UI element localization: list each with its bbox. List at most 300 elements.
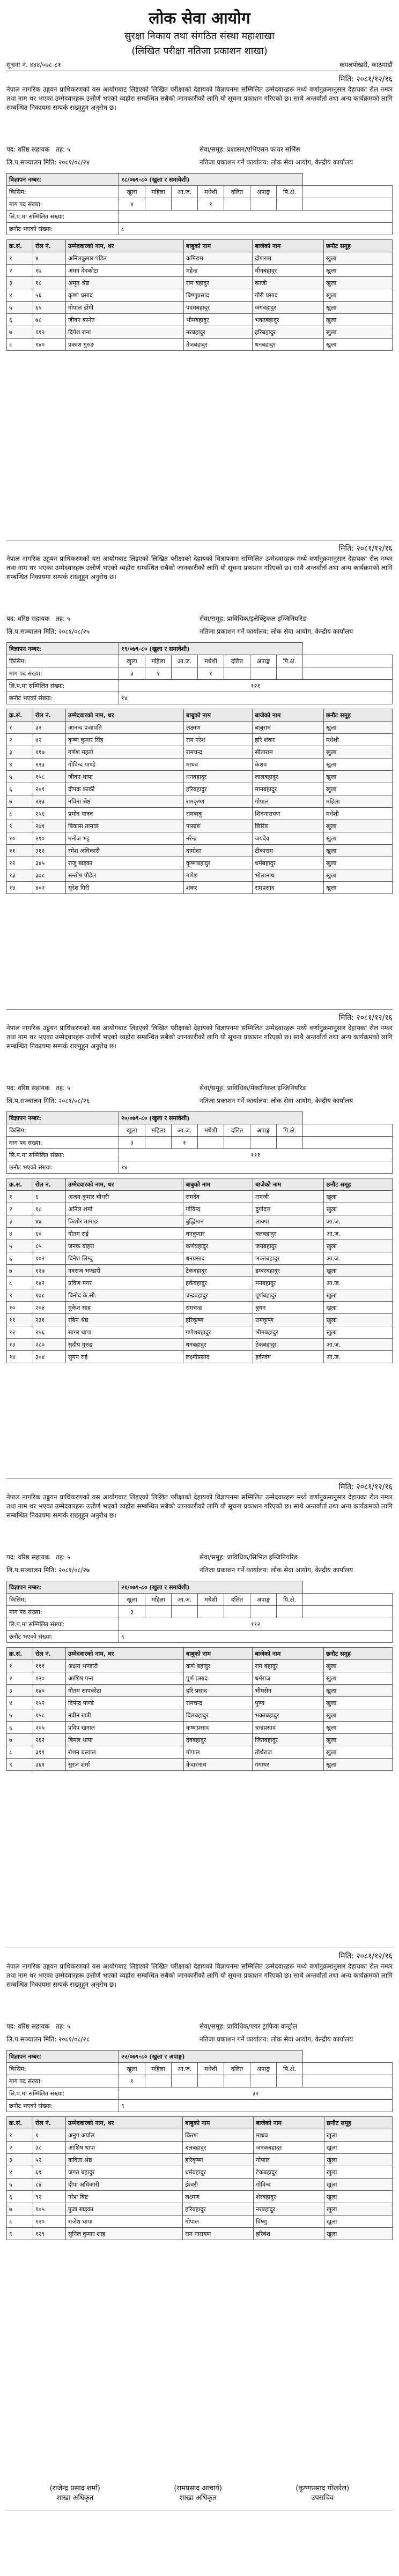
row-roll: २८० [33,1339,66,1351]
post-count-label: माग पद संख्या: [7,2075,119,2087]
row-name: राजु खड्का [66,857,184,869]
row-grandfather: धनबहादुर [253,339,324,351]
table-row [7,1685,393,1697]
row-father: हरि प्रसाद [183,1685,252,1697]
row-grandfather: जयबहादुर [253,1240,324,1252]
row-father: धनबहादुर [183,1339,253,1351]
col-grandfather: बाजेको नाम [253,240,324,252]
quota-column-header: पि.क्षे. [277,2063,303,2075]
row-name: जनक बोहरा [66,1240,183,1252]
row-father: बलबहादुर [183,2142,254,2154]
result-section [6,71,393,540]
table-row [7,1339,393,1351]
row-roll: ४०२ [33,882,66,894]
result-section [6,1948,393,2511]
row-sn: १४ [7,1351,33,1363]
selected-count-label: छनौट भएको संख्या: [7,1161,119,1174]
post-count-cell [277,1137,303,1149]
row-roll: १५२ [33,1697,66,1709]
passed-count [119,211,393,223]
row-grandfather: टेकबहादुर [254,2166,324,2179]
vacancy-number: २१/०७९-८० (खुला र समावेशी) [119,1581,303,1594]
row-roll: १४२ [33,1277,66,1289]
row-sn: ६ [7,1252,33,1265]
row-grandfather: तीर्थराज [253,1746,324,1759]
row-name: कविता श्रेष्ठ [66,2154,183,2166]
section-date: मिति: २०८१/१२/१६ [338,75,393,84]
table-row [7,326,393,339]
table-row [7,1697,393,1709]
post-count-cell: ३ [119,1606,145,1618]
post-count-cell [198,2075,224,2087]
row-name: अमन देवकोटा [66,265,184,277]
table-row [7,869,393,882]
table-row [7,277,393,289]
table-row [7,339,393,351]
row-sn: ९ [7,1289,33,1302]
row-sn: ८ [7,808,33,820]
row-roll: २५६ [33,808,66,820]
row-father: हरिकृष्ण [183,2154,254,2166]
post-count-cell: १ [145,667,172,680]
row-roll: १२० [33,1672,66,1685]
row-grandfather: जनकबहादुर [254,2142,324,2154]
results-header-row [7,709,393,722]
row-father: हर्कबहादुर [183,1277,253,1289]
row-father: धनप्रसाद [183,1252,253,1265]
signatory-name: (राजेन्द्र प्रसाद शर्मा) [49,2484,100,2492]
exam-info [6,1552,393,1578]
row-father: माधव [183,758,252,771]
row-group: मधेशी [324,734,393,746]
col-grandfather: बाजेको नाम [254,2117,324,2129]
col-roll: रोल नं. [33,2117,66,2129]
vacancy-number: २०/०७९-८० (खुला र समावेशी) [119,1112,303,1124]
row-sn: ६ [7,783,33,795]
row-group: खुला [324,252,393,265]
passed-count-label: लि.प.मा सम्मिलित संख्या: [7,211,119,223]
row-name: आशिष पन्त [66,1672,184,1685]
table-row [7,1759,393,1771]
row-roll: ३४५ [33,857,66,869]
row-grandfather: बुधन [253,1302,324,1314]
quota-column-header: खुला [119,186,145,198]
table-row [7,289,393,302]
table-row [7,1191,393,1203]
row-roll: ५२ [33,2154,66,2166]
row-sn: ९ [7,820,33,832]
row-roll: ४४ [33,1215,66,1228]
row-name: जगत बहादुर [66,2166,183,2179]
office-info: नतिजा प्रकाशन गर्ने कार्यालय: लोक सेवा आयोग, केन्द्रीय कार्यालय [200,159,353,166]
post-count-cell [145,1606,172,1618]
row-grandfather: गोपाल [253,795,324,808]
row-father: कर्ण बहादुर [183,1660,252,1672]
post-count-cell [250,667,277,680]
reference-line [6,59,393,71]
exam-info [6,613,393,639]
row-grandfather: बाबुराम [253,722,324,734]
result-section [6,540,393,1010]
post-count-cell [172,1606,198,1618]
row-group: खुला [324,1709,393,1722]
post-count-cell: १ [198,198,224,211]
row-father: नरेन्द्र [183,832,252,845]
row-grandfather: जंगबहादुर [253,302,324,314]
table-row [7,1277,393,1289]
row-group: खुला [324,2228,393,2240]
results-table [6,1178,393,1363]
row-grandfather: टीकाराम [253,845,324,857]
row-group: आ.ज. [324,1228,393,1240]
service-info: सेवा/समूह: प्राविधिक/मेकानिकल इन्जिनियरिङ [200,1084,307,1092]
exam-date-info: लि.प.सञ्चालन मिति: २०८१/०८/२५ [6,628,90,635]
signatory-name: (रामप्रसाद आचार्य) [174,2484,222,2492]
row-group: खुला [324,869,393,882]
row-roll: ३७८ [33,869,66,882]
table-row [7,2142,393,2154]
row-name: सुदीप गुरुङ [66,1339,183,1351]
row-group: खुला [324,1734,393,1746]
quota-column-header: महिला [145,186,172,198]
row-group: खुला [324,1265,393,1277]
post-count-cell: १ [172,1137,198,1149]
row-father: पासाङ [183,820,252,832]
quota-column-header: मधेशी [198,2063,224,2075]
table-row [7,857,393,869]
vacancy-table [6,2050,393,2112]
quota-column-header: पि.क्षे. [277,1594,303,1606]
row-roll: ५६ [33,289,66,302]
row-sn: ५ [7,1709,33,1722]
row-sn: २ [7,1203,33,1215]
table-row [7,2179,393,2191]
row-father: तेजबहादुर [183,339,252,351]
row-group: मधेशी [324,808,393,820]
selected-count-label: छनौट भएको संख्या: [7,2100,119,2112]
row-group: खुला [324,1759,393,1771]
row-name: गोविन्द पाण्डे [66,758,184,771]
row-name: गोपाल डाँगी [66,302,184,314]
quota-column-header: अपाङ्ग [250,2063,277,2075]
vacancy-number: २२/०७९-८० (खुला र अपाङ्ग) [119,2051,303,2063]
row-name: अनुप अर्याल [66,2129,183,2142]
row-name: रोशन बस्याल [66,1746,184,1759]
row-sn: ५ [7,302,33,314]
row-roll: १०२ [33,1252,66,1265]
row-sn: ७ [7,326,33,339]
table-row [7,1660,393,1672]
row-group: खुला [324,2154,393,2166]
row-roll: १४० [33,339,66,351]
office-info: नतिजा प्रकाशन गर्ने कार्यालय: लोक सेवा आयोग, केन्द्रीय कार्यालय [200,628,353,635]
row-name: प्रकाश गुरुङ [66,339,184,351]
col-sn: क्र.सं. [7,709,33,722]
page-subtitle: सुरक्षा निकाय तथा संगठित संस्था महाशाखा [124,31,275,42]
table-row [7,1240,393,1252]
col-group: छनौट समूह [324,1178,393,1191]
row-sn: ६ [7,1722,33,1734]
row-father: लक्ष्मण [183,2191,254,2203]
row-grandfather: काजी [253,277,324,289]
row-sn: ३ [7,1685,33,1697]
row-father: बिष्णुप्रसाद [183,289,252,302]
quota-column-header: खुला [119,2063,145,2075]
row-roll: २३१ [33,1314,66,1326]
selected-count-label: छनौट भएको संख्या: [7,692,119,704]
row-grandfather: हरिबंश [254,2228,324,2240]
row-group: खुला [324,265,393,277]
row-sn: ३ [7,2154,33,2166]
post-count-cell [224,2075,250,2087]
post-count-cell [145,1137,172,1149]
row-father: गोविन्द [183,1203,253,1215]
page-title: लोक सेवा आयोग [149,9,250,28]
exam-date-info: लि.प.सञ्चालन मिति: २०८१/०८/२७ [6,1566,90,1574]
row-sn: ४ [7,1697,33,1709]
col-group: छनौट समूह [324,709,393,722]
row-name: अनिलकुमार पंडित [66,252,184,265]
row-roll: ९२ [33,2191,66,2203]
quota-column-header: दलित [224,1594,250,1606]
office-location: कमलपोखरी, काठमाडौं [339,61,393,69]
col-roll: रोल नं. [33,709,66,722]
row-group: महिला [324,795,393,808]
post-count-label: माग पद संख्या: [7,1137,119,1149]
row-group: खुला [324,326,393,339]
row-name: बिमल थापा [66,1734,184,1746]
quota-column-header: मधेशी [198,1594,224,1606]
row-name: बिनोद के.सी. [66,1289,183,1302]
table-row [7,1203,393,1215]
post-count-cell: १ [119,2075,145,2087]
row-name: रबिन श्रेष्ठ [66,1314,183,1326]
row-sn: ५ [7,2179,33,2191]
row-sn: १ [7,1191,33,1203]
quota-column-header: महिला [145,1594,172,1606]
row-group: खुला [324,2203,393,2215]
row-roll: १४० [33,1685,66,1697]
quota-column-header: खुला [119,1124,145,1137]
col-sn: क्र.सं. [7,2117,33,2129]
row-group: खुला [324,783,393,795]
row-father: हरिबहादुर [183,783,252,795]
row-father: कमिराम [183,252,252,265]
table-row [7,1302,393,1314]
post-count-cell [224,1606,250,1618]
row-roll: १२९ [33,2228,66,2240]
table-row [7,783,393,795]
row-sn: ५ [7,1240,33,1252]
table-row [7,2129,393,2142]
row-name: आशिष थापा [66,2142,183,2154]
row-sn: ७ [7,2203,33,2215]
row-roll: ३८ [33,2142,66,2154]
row-father: पदमबहादुर [183,302,252,314]
row-group: खुला [324,758,393,771]
passed-count: १११ [119,1149,393,1161]
row-roll: २०१ [33,783,66,795]
post-count-cell [277,1606,303,1618]
col-name: उम्मेदवारको नाम, थर [66,1648,184,1660]
row-group: खुला [324,2215,393,2228]
row-name: प्रमोद यादव [66,808,184,820]
row-sn: १ [7,252,33,265]
vacancy-table [6,173,393,235]
post-count-cell: ३ [119,1137,145,1149]
row-roll: १८ [33,1203,66,1215]
row-grandfather: जयदेव [253,832,324,845]
row-group: आ.ज. [324,1277,393,1289]
row-father: राम नरेश [183,734,252,746]
table-row [7,1709,393,1722]
row-father: हरिबहादुर [183,2203,254,2215]
col-father: बाबुको नाम [183,2117,254,2129]
page-subtitle-2: (लिखित परीक्षा नतिजा प्रकाशन शाखा) [131,46,268,57]
row-group: खुला [324,1326,393,1339]
row-grandfather: छिरिङ [253,820,324,832]
row-name: अजय कुमार चौधरी [66,1191,183,1203]
row-sn: ९ [7,1759,33,1771]
row-sn: २ [7,734,33,746]
table-row [7,1746,393,1759]
row-name: दिपेन्द्र पाण्डे [66,1697,184,1709]
row-grandfather: सीताराम [253,746,324,758]
row-roll: ६५ [33,302,66,314]
col-roll: रोल नं. [33,1178,66,1191]
row-sn: ३ [7,1215,33,1228]
exam-info [6,2021,393,2047]
row-grandfather: भोलानाथ [253,869,324,882]
post-count-cell [172,667,198,680]
row-name: दिपेश राना [66,326,184,339]
table-row [7,722,393,734]
row-sn: ७ [7,795,33,808]
vacancy-number: १८/०७९-८० (खुला र समावेशी) [119,174,303,186]
row-grandfather: भीमबहादुर [253,1326,324,1339]
row-father: लक्ष्मीप्रसाद [183,1351,253,1363]
exam-info [6,1083,393,1108]
post-count-cell [224,1137,250,1149]
table-row [7,1265,393,1277]
col-name: उम्मेदवारको नाम, थर [66,2117,183,2129]
post-count-label: माग पद संख्या: [7,1606,119,1618]
kitta-label: किसिम: [7,655,119,667]
quota-column-header: अपाङ्ग [250,1124,277,1137]
row-roll: १११ [33,1660,66,1672]
quota-column-header: आ.ज. [172,2063,198,2075]
row-grandfather: मीनबहादुर [253,265,324,277]
post-info: पद: वरिष्ठ सहायक तह: ५ [6,2023,71,2030]
row-roll: ८५ [33,1240,66,1252]
passed-count: ११२ [119,1618,393,1631]
row-name: अनिल शर्मा [66,1203,183,1215]
row-group: खुला [324,314,393,326]
row-grandfather: दुर्गादत्त [253,1203,324,1215]
row-roll: ६ [33,1191,66,1203]
post-info: पद: वरिष्ठ सहायक तह: ५ [6,1553,71,1561]
row-grandfather: धर्मराज [253,1672,324,1685]
table-row [7,1252,393,1265]
row-sn: १२ [7,857,33,869]
office-info: नतिजा प्रकाशन गर्ने कार्यालय: लोक सेवा आयोग, केन्द्रीय कार्यालय [200,2036,353,2043]
quota-column-header: मधेशी [198,655,224,667]
row-roll: ११२ [33,326,66,339]
row-name: अमृत श्रेष्ठ [66,277,184,289]
row-name: सन्तोष पौडेल [66,869,184,882]
table-row [7,2191,393,2203]
row-roll: २७१ [33,820,66,832]
row-name: प्रदिप खनाल [66,1722,184,1734]
row-grandfather: माधव [254,2129,324,2142]
quota-column-header: आ.ज. [172,1124,198,1137]
table-row [7,2228,393,2240]
quota-column-header: खुला [119,655,145,667]
table-row [7,1672,393,1685]
row-roll: १७८ [33,1289,66,1302]
row-group: खुला [324,1314,393,1326]
row-name: कृष्ण प्रसाद [66,289,184,302]
row-group: खुला [324,1697,393,1709]
row-grandfather: राम बहादुर [253,1660,324,1672]
quota-column-header: आ.ज. [172,655,198,667]
row-group: खुला [324,1722,393,1734]
selected-count: १४ [119,1161,393,1174]
table-row [7,2203,393,2215]
row-grandfather: लाक्पा [253,1215,324,1228]
office-info: नतिजा प्रकाशन गर्ने कार्यालय: लोक सेवा आयोग, केन्द्रीय कार्यालय [200,1097,353,1105]
vacancy-number-label: विज्ञापन नम्बर: [7,643,119,655]
results-table [6,709,393,894]
row-father: दिलबहादुर [183,1709,252,1722]
vacancy-table [6,642,393,704]
row-name: सुनिल कुमार शाह [66,2228,183,2240]
row-grandfather: भक्तबहादुर [253,1252,324,1265]
row-group: खुला [324,1672,393,1685]
row-grandfather: धर्मबहादुर [253,857,324,869]
notice-paragraph: नेपाल नागरिक उड्डयन प्राधिकरणको यस आयोगबाट लिइएको लिखित परीक्षाको देहायको विज्ञापनमा सम्मिलित उम्मेदवारहरू मध्ये वर्णानुक्रमानुसार देहायका रोल नम्बर तथा नाम थर भएका उम्मेदवारहरू उत्तीर्ण भएको व्यहोरा सम्बन्धित सबैको जानकारीको लागि यो सूचना प्रकाशन गरिएको छ। साथै अन्तर्वार्ता तथा अन्य कार्यक्रमको लागि सम्बन्धित निकायमा सम्पर्क राख्नुहुन अनुरोध छ। [6,86,393,111]
post-count-cell [250,1137,277,1149]
row-sn: ८ [7,1277,33,1289]
table-row [7,1215,393,1228]
row-roll: २६२ [33,1734,66,1746]
row-name: सुरेश गिरी [66,882,184,894]
quota-column-header: महिला [145,2063,172,2075]
row-grandfather: पुण्य [253,1697,324,1709]
row-group: खुला [324,746,393,758]
row-group: खुला [324,1240,393,1252]
row-roll: ४ [33,252,66,265]
table-row [7,1734,393,1746]
quota-column-header: दलित [224,655,250,667]
vacancy-table [6,1111,393,1174]
row-roll: २९० [33,832,66,845]
row-name: गौतम राई [66,1228,183,1240]
quota-column-header: दलित [224,2063,250,2075]
row-roll: ३२ [33,722,66,734]
passed-count-label: लि.प.मा सम्मिलित संख्या: [7,1149,119,1161]
row-group: खुला [324,832,393,845]
post-count-cell [224,198,250,211]
row-group: आ.ज. [324,1252,393,1265]
vacancy-number-label: विज्ञापन नम्बर: [7,174,119,186]
row-group: खुला [324,1289,393,1302]
results-table [6,239,393,351]
row-name: नवीन खत्री [66,1709,184,1722]
exam-date-info: लि.प.सञ्चालन मिति: २०८१/०८/२४ [6,159,90,166]
col-grandfather: बाजेको नाम [253,1648,324,1660]
row-grandfather: भीमसेन [253,1685,324,1697]
